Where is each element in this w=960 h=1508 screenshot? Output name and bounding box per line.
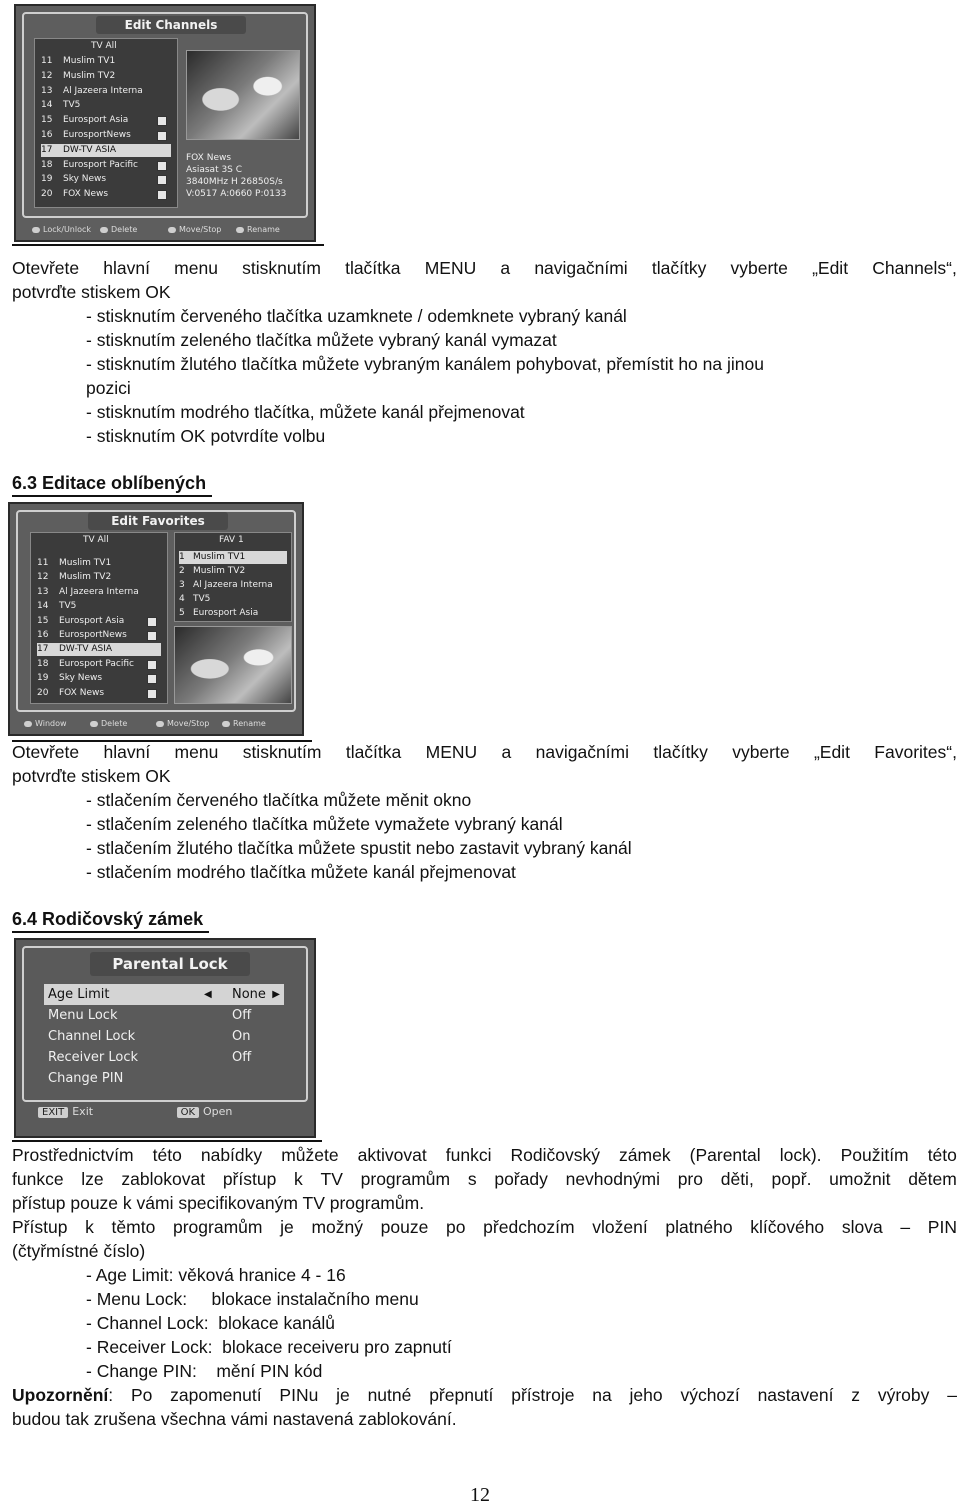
- channel-number: 13: [37, 586, 49, 597]
- footer-hint: [90, 719, 127, 728]
- word: stisknutím: [242, 742, 322, 762]
- footer-hint: [100, 225, 137, 234]
- favorite-row: [179, 579, 287, 592]
- edit-channels-screenshot: [14, 4, 316, 242]
- channel-number: 16: [37, 630, 49, 640]
- channel-number: 17: [41, 144, 53, 155]
- footer-label: Move/Stop: [167, 719, 210, 728]
- channel-name: Sky News: [59, 673, 103, 684]
- list-item: - stlačením modrého tlačítka můžete kanál přejmenovat: [86, 862, 516, 882]
- intro-line: potvrďte stiskem OK: [12, 282, 171, 302]
- color-key-icon: [168, 227, 176, 233]
- word: funkci: [445, 1145, 492, 1165]
- channel-name: TV5: [63, 100, 81, 111]
- channel-name: Eurosport Asia: [63, 115, 129, 126]
- word: „Edit: [812, 258, 849, 278]
- word: popř.: [771, 1169, 812, 1189]
- exit-label: Exit: [72, 1105, 94, 1118]
- list-item: pozici: [86, 378, 131, 398]
- word: Favorites“,: [874, 742, 957, 762]
- edit-favorites-intro: [12, 740, 957, 788]
- word: aktivovat: [357, 1145, 427, 1165]
- edit-favorites-screenshot: [8, 502, 304, 736]
- lock-icon: [147, 631, 157, 641]
- menu-item-label: Age Limit: [48, 987, 110, 1002]
- channel-number: 16: [41, 130, 53, 140]
- channel-row: [41, 70, 171, 83]
- word: Prostřednictvím: [12, 1145, 134, 1165]
- word: Channels“,: [872, 258, 957, 278]
- word: nevhodnými: [565, 1169, 660, 1189]
- channel-row: [37, 629, 161, 642]
- warning-line: [12, 1383, 957, 1407]
- word: funkce: [12, 1169, 64, 1189]
- parental-lock-description: [12, 1143, 957, 1263]
- paragraph-line: [12, 1167, 957, 1191]
- menu-item-value: None: [232, 987, 266, 1002]
- word: –: [900, 1217, 911, 1237]
- color-key-icon: [100, 227, 108, 233]
- list-item: - stlačením žlutého tlačítka můžete spustit nebo zastavit vybraný kanál: [86, 838, 632, 858]
- footer-label: Delete: [111, 225, 138, 234]
- parental-menu: [44, 984, 284, 1089]
- list-item: - Age Limit: věková hranice 4 - 16: [86, 1265, 346, 1285]
- word: MENU: [424, 258, 477, 278]
- word: „Edit: [813, 742, 850, 762]
- channel-number: 12: [41, 70, 53, 81]
- word: těmto: [111, 1217, 156, 1237]
- channel-row: [41, 99, 171, 112]
- word: po: [446, 1217, 466, 1237]
- lock-icon: [157, 131, 167, 141]
- word: navigačními: [534, 258, 628, 278]
- channel-number: 13: [41, 85, 53, 96]
- intro-line: [12, 256, 957, 280]
- word: platného: [665, 1217, 733, 1237]
- word: k: [85, 1217, 94, 1237]
- favorite-number: 1: [179, 552, 185, 562]
- lock-icon: [157, 175, 167, 185]
- favorite-number: 5: [179, 608, 185, 618]
- divider: [12, 1140, 322, 1142]
- channel-number: 14: [41, 100, 53, 111]
- list-header: TV All: [91, 41, 117, 51]
- color-key-icon: [156, 721, 164, 727]
- channel-name: FOX News: [59, 687, 105, 698]
- channel-name: TV5: [59, 601, 77, 612]
- parental-lock-screenshot: [14, 938, 316, 1138]
- word: na: [592, 1385, 612, 1405]
- word: zablokovat: [121, 1169, 206, 1189]
- word: zapomenutí: [170, 1385, 262, 1405]
- footer-hint: [168, 225, 221, 234]
- preview-image: [186, 50, 300, 140]
- word: a: [500, 258, 511, 278]
- word: stisknutím: [242, 258, 321, 278]
- channel-number: 11: [41, 56, 53, 66]
- word: děti,: [720, 1169, 754, 1189]
- color-key-icon: [24, 721, 32, 727]
- word: MENU: [425, 742, 478, 762]
- word: pouze: [380, 1217, 429, 1237]
- screen-title: Parental Lock: [90, 952, 250, 976]
- channel-name: Eurosport Pacific: [59, 658, 135, 669]
- favorite-row: [179, 551, 287, 564]
- channel-number: 12: [37, 572, 49, 583]
- word: klíčového: [750, 1217, 825, 1237]
- channel-row: [41, 144, 171, 157]
- channel-row: [37, 571, 161, 584]
- parental-menu-item: [44, 1005, 284, 1026]
- paragraph-line: [12, 1143, 957, 1167]
- channel-info-line: V:0517 A:0660 P:0133: [186, 189, 287, 199]
- word: dětem: [908, 1169, 957, 1189]
- word: s: [467, 1169, 477, 1189]
- favorite-name: Muslim TV2: [193, 566, 246, 576]
- word: přístroje: [511, 1385, 575, 1405]
- word: menu: [174, 258, 218, 278]
- lock-icon: [147, 660, 157, 670]
- channel-row: [37, 615, 161, 628]
- favorite-name: TV5: [193, 594, 211, 604]
- footer-hint: [24, 719, 67, 728]
- channel-number: 18: [37, 658, 49, 669]
- list-item: - stisknutím modrého tlačítka, můžete kanál přejmenovat: [86, 402, 525, 422]
- arrow-left-icon: ◀: [204, 989, 212, 1000]
- paragraph-line: [12, 1215, 957, 1239]
- channel-name: Sky News: [63, 174, 107, 185]
- channel-name: Eurosport Asia: [59, 615, 125, 626]
- channel-row: [41, 173, 171, 186]
- screen-title: Edit Channels: [96, 16, 246, 34]
- word: Použitím: [840, 1145, 909, 1165]
- favorite-row: [179, 593, 287, 606]
- favorite-name: Muslim TV1: [193, 552, 246, 562]
- favorite-row: [179, 565, 287, 578]
- word: TV: [320, 1169, 343, 1189]
- word: tlačítky: [653, 742, 708, 762]
- menu-item-value: On: [232, 1029, 251, 1044]
- channel-name: DW-TV ASIA: [59, 644, 113, 655]
- word: přístup: [222, 1169, 277, 1189]
- channel-row: [37, 658, 161, 671]
- word: Přístup: [12, 1217, 68, 1237]
- favorite-name: Al Jazeera Interna: [193, 580, 273, 590]
- channel-number: 18: [41, 159, 53, 170]
- list-item: - Menu Lock: blokace instalačního menu: [86, 1289, 419, 1309]
- word: je: [280, 1217, 294, 1237]
- word: z: [851, 1385, 861, 1405]
- channel-list-panel: [30, 532, 168, 704]
- parental-menu-item: [44, 984, 284, 1005]
- section-heading-edit-favorites: 6.3 Editace oblíbených: [12, 471, 212, 497]
- intro-line: potvrďte stiskem OK: [12, 766, 171, 786]
- word: Rodičovský: [510, 1145, 600, 1165]
- word: přepnutí: [429, 1385, 494, 1405]
- word: tlačítka: [345, 258, 401, 278]
- channel-info-line: 3840MHz H 26850S/s: [186, 177, 283, 187]
- word: zámek: [619, 1145, 671, 1165]
- channel-row: [37, 687, 161, 700]
- edit-channels-intro: [12, 256, 957, 304]
- footer-hint: [32, 225, 91, 234]
- channel-name: EurosportNews: [59, 630, 127, 640]
- word: hlavní: [103, 258, 150, 278]
- list-item: - stisknutím OK potvrdíte volbu: [86, 426, 326, 446]
- lock-icon: [147, 617, 157, 627]
- footer-label: Rename: [247, 225, 280, 234]
- lock-icon: [147, 689, 157, 699]
- channel-row: [41, 129, 171, 142]
- word: tlačítka: [345, 742, 402, 762]
- list-item: - stlačením červeného tlačítka můžete měnit okno: [86, 790, 472, 810]
- word: výroby: [877, 1385, 930, 1405]
- channel-row: [41, 159, 171, 172]
- channel-row: [37, 643, 161, 656]
- footer-label: Rename: [233, 719, 266, 728]
- menu-item-label: Menu Lock: [48, 1008, 118, 1023]
- list-item: - stisknutím zeleného tlačítka můžete vybraný kanál vymazat: [86, 330, 557, 350]
- channel-number: 17: [37, 644, 49, 655]
- warning-label: Upozornění: [12, 1385, 109, 1405]
- channel-row: [37, 586, 161, 599]
- footer-hint: [236, 225, 280, 234]
- menu-item-label: Change PIN: [48, 1071, 124, 1086]
- channel-name: Al Jazeera Interna: [59, 586, 139, 597]
- channel-name: FOX News: [63, 189, 109, 200]
- fav-header: FAV 1: [219, 535, 244, 545]
- ok-key: OK: [177, 1107, 199, 1118]
- paragraph-line: přístup pouze k vámi specifikovaným TV programům.: [12, 1193, 425, 1213]
- channel-row: [37, 557, 161, 570]
- channel-row: [41, 55, 171, 68]
- word: Otevřete: [12, 258, 80, 278]
- word: umožnit: [829, 1169, 891, 1189]
- channel-number: 11: [37, 558, 49, 568]
- warning-line: budou tak zrušena všechna vámi nastavená zablokování.: [12, 1409, 457, 1429]
- channel-list-panel: [34, 38, 178, 208]
- footer-label: Lock/Unlock: [43, 225, 92, 234]
- divider: [12, 244, 324, 246]
- footer-hint: [222, 719, 266, 728]
- word: vložení: [592, 1217, 648, 1237]
- word: jeho: [629, 1385, 663, 1405]
- favorite-row: [179, 607, 287, 620]
- word: PIN: [927, 1217, 957, 1237]
- color-key-icon: [32, 227, 40, 233]
- exit-key: EXIT: [38, 1107, 68, 1118]
- word: pořady: [494, 1169, 548, 1189]
- intro-line: [12, 740, 957, 764]
- word: vyberte: [730, 258, 788, 278]
- menu-item-value: Off: [232, 1050, 252, 1065]
- ok-label: Open: [203, 1105, 233, 1118]
- footer-label: Move/Stop: [179, 225, 222, 234]
- footer-label: Delete: [101, 719, 128, 728]
- section-heading-parental-lock: 6.4 Rodičovský zámek: [12, 907, 209, 933]
- word: vyberte: [732, 742, 790, 762]
- channel-number: 20: [41, 189, 53, 200]
- word: slova: [841, 1217, 883, 1237]
- parental-menu-item: [44, 1047, 284, 1068]
- word: PINu: [279, 1385, 319, 1405]
- word: programům: [173, 1217, 263, 1237]
- word: hlavní: [103, 742, 151, 762]
- parental-footer: [38, 1105, 232, 1118]
- channel-row: [37, 672, 161, 685]
- favorite-number: 2: [179, 566, 185, 576]
- word: a: [501, 742, 512, 762]
- menu-item-label: Receiver Lock: [48, 1050, 139, 1065]
- word: (Parental: [689, 1145, 761, 1165]
- parental-menu-item: [44, 1026, 284, 1047]
- favorite-number: 4: [179, 594, 185, 604]
- channel-number: 19: [41, 174, 53, 185]
- lock-icon: [157, 161, 167, 171]
- channel-name: DW-TV ASIA: [63, 144, 117, 155]
- channel-name: Al Jazeera Interna: [63, 85, 143, 96]
- list-item: - stisknutím červeného tlačítka uzamknete / odemknete vybraný kanál: [86, 306, 627, 326]
- list-item: - Change PIN: mění PIN kód: [86, 1361, 323, 1381]
- menu-item-label: Channel Lock: [48, 1029, 136, 1044]
- preview-image: [174, 626, 292, 704]
- color-key-icon: [222, 721, 230, 727]
- list-item: - stlačením zeleného tlačítka můžete vymažete vybraný kanál: [86, 814, 563, 834]
- list-item: - Channel Lock: blokace kanálů: [86, 1313, 336, 1333]
- word: nabídky: [200, 1145, 263, 1165]
- channel-name: Muslim TV1: [59, 558, 112, 568]
- channel-number: 15: [37, 615, 49, 626]
- page-number: 12: [470, 1484, 490, 1506]
- lock-icon: [157, 190, 167, 200]
- screen-title: Edit Favorites: [88, 512, 228, 530]
- paragraph-line: (čtyřmístné číslo): [12, 1241, 146, 1261]
- footer-label: Window: [35, 719, 67, 728]
- channel-number: 20: [37, 687, 49, 698]
- color-key-icon: [236, 227, 244, 233]
- word: –: [947, 1385, 957, 1405]
- channel-row: [41, 114, 171, 127]
- word: pro: [677, 1169, 703, 1189]
- lock-icon: [147, 674, 157, 684]
- channel-number: 15: [41, 115, 53, 126]
- word: k: [294, 1169, 303, 1189]
- word: Otevřete: [12, 742, 80, 762]
- word: programům: [360, 1169, 451, 1189]
- warning: [12, 1383, 957, 1431]
- footer-hint: [156, 719, 209, 728]
- word: výchozí: [680, 1385, 740, 1405]
- word: nutné: [367, 1385, 412, 1405]
- channel-row: [37, 600, 161, 613]
- channel-name: Muslim TV1: [63, 56, 116, 66]
- channel-row: [41, 85, 171, 98]
- channel-row: [41, 188, 171, 201]
- word: tlačítky: [651, 258, 707, 278]
- favorite-name: Eurosport Asia: [193, 608, 259, 618]
- word: menu: [174, 742, 219, 762]
- word: možný: [311, 1217, 363, 1237]
- word: nastavení: [757, 1385, 834, 1405]
- word: Upozornění:: [12, 1385, 114, 1405]
- word: lze: [81, 1169, 104, 1189]
- parental-menu-item: [44, 1068, 284, 1089]
- word: této: [152, 1145, 182, 1165]
- channel-name: Eurosport Pacific: [63, 159, 139, 170]
- list-item: - stisknutím žlutého tlačítka můžete vybraným kanálem pohybovat, přemístit ho na jinou: [86, 354, 764, 374]
- arrow-right-icon: ▶: [272, 989, 280, 1000]
- word: můžete: [281, 1145, 339, 1165]
- channel-name: EurosportNews: [63, 130, 131, 140]
- favorite-number: 3: [179, 580, 185, 590]
- channel-info-line: Asiasat 3S C: [186, 165, 243, 175]
- channel-number: 14: [37, 601, 49, 612]
- word: navigačními: [535, 742, 630, 762]
- list-header: TV All: [83, 535, 109, 545]
- word: této: [927, 1145, 957, 1165]
- favorites-panel: [174, 532, 292, 622]
- word: Po: [130, 1385, 153, 1405]
- channel-name: Muslim TV2: [63, 70, 116, 81]
- channel-number: 19: [37, 673, 49, 684]
- lock-icon: [157, 116, 167, 126]
- word: lock).: [779, 1145, 822, 1165]
- word: předchozím: [483, 1217, 575, 1237]
- channel-name: Muslim TV2: [59, 572, 112, 583]
- channel-info-line: FOX News: [186, 153, 232, 163]
- word: je: [336, 1385, 350, 1405]
- list-item: - Receiver Lock: blokace receiveru pro zapnutí: [86, 1337, 452, 1357]
- menu-item-value: Off: [232, 1008, 252, 1023]
- color-key-icon: [90, 721, 98, 727]
